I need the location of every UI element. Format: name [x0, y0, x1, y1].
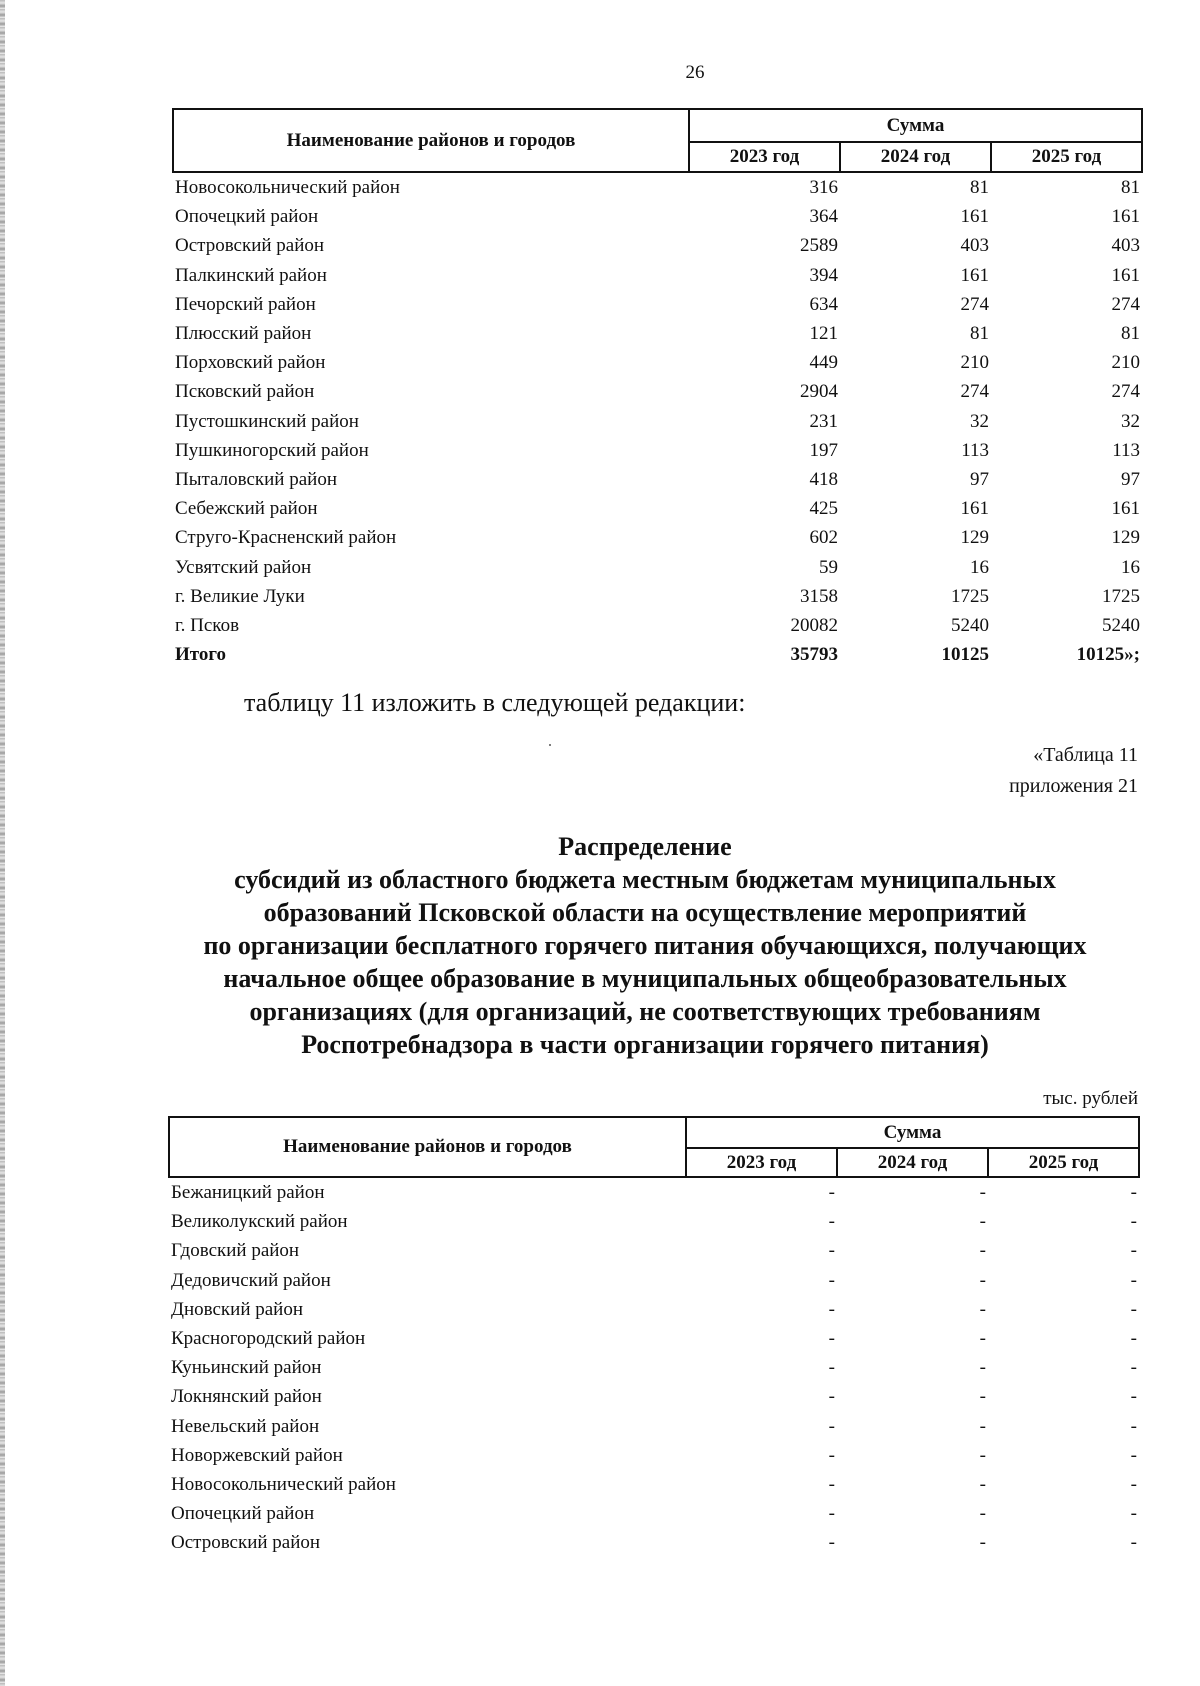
value-2023-cell: 231 [809, 410, 838, 432]
value-2023-cell: 364 [809, 206, 838, 228]
value-2023-cell: - [828, 1328, 835, 1350]
value-2023-cell: 634 [809, 293, 838, 315]
district-name-cell: Пыталовский район [175, 469, 337, 491]
column-header-name: Наименование районов и городов [173, 109, 689, 172]
value-2023-cell: - [828, 1503, 835, 1525]
table-row [173, 553, 1142, 582]
value-2024-cell: 274 [960, 293, 989, 315]
value-2023-cell: - [828, 1182, 835, 1203]
value-2025-cell: - [1130, 1415, 1137, 1437]
value-2023-cell: - [828, 1386, 835, 1408]
value-2023-cell: - [828, 1211, 835, 1233]
table-row [169, 1499, 1139, 1528]
value-2023-cell: 602 [809, 527, 838, 549]
value-2023-cell: 59 [819, 556, 838, 578]
value-2024-cell: 1725 [951, 585, 989, 607]
table-row [169, 1295, 1139, 1324]
value-2025-cell: 403 [1111, 235, 1140, 257]
column-header-2023: 2023 год [686, 1148, 837, 1177]
district-name-cell: Пушкиногорский район [175, 439, 369, 461]
table-row [173, 231, 1142, 260]
value-2024-cell: 403 [960, 235, 989, 257]
value-2024-cell: 161 [960, 264, 989, 286]
value-2023-cell: 2589 [800, 235, 838, 257]
value-2025-cell: - [1130, 1503, 1137, 1525]
table-row [173, 494, 1142, 523]
value-2025-cell: 274 [1111, 293, 1140, 315]
table-row [169, 1207, 1139, 1236]
value-2025-cell: - [1130, 1211, 1137, 1233]
scan-speck [549, 744, 551, 746]
value-2024-cell: - [979, 1386, 986, 1408]
table1-body [173, 172, 1142, 669]
table2-body [169, 1177, 1139, 1558]
table-total-row [173, 640, 1142, 669]
table-row [173, 348, 1142, 377]
allocation-table-11 [168, 1116, 1140, 1558]
district-name-cell: Дедовичский район [171, 1269, 331, 1291]
value-2025-cell: - [1130, 1328, 1137, 1350]
table-row [173, 261, 1142, 290]
value-2025-cell: 161 [1111, 206, 1140, 228]
value-2023-cell: 394 [809, 264, 838, 286]
district-name-cell: Опочецкий район [175, 206, 319, 228]
value-2025-cell: - [1130, 1444, 1137, 1466]
district-name-cell: г. Великие Луки [175, 585, 305, 607]
district-name-cell: Опочецкий район [171, 1503, 315, 1525]
column-header-name: Наименование районов и городов [169, 1117, 686, 1177]
value-2025-cell: 161 [1111, 498, 1140, 520]
column-header-2025: 2025 год [991, 142, 1142, 172]
title-line: субсидий из областного бюджета местным бюджетам муниципальных [234, 865, 1056, 894]
value-2025-cell: - [1130, 1386, 1137, 1408]
district-name-cell: Пустошкинский район [175, 410, 359, 432]
value-2025-cell: 81 [1121, 323, 1140, 345]
value-2025-cell: 32 [1121, 410, 1140, 432]
value-2023-cell: 121 [809, 323, 838, 345]
value-2023-cell: 418 [809, 469, 838, 491]
column-header-2024: 2024 год [837, 1148, 988, 1177]
district-name-cell: Псковский район [175, 381, 315, 403]
value-2023-cell: 449 [809, 352, 838, 374]
table-row [173, 436, 1142, 465]
value-2025-cell: - [1130, 1298, 1137, 1320]
table-row [169, 1528, 1139, 1557]
unit-label: тыс. рублей [1043, 1088, 1138, 1109]
value-2024-cell: - [979, 1532, 986, 1554]
district-name-cell: Итого [175, 644, 227, 666]
value-2024-cell: 5240 [951, 615, 989, 637]
value-2023-cell: - [828, 1532, 835, 1554]
title-line: организациях (для организаций, не соответствующих требованиям [249, 997, 1041, 1026]
district-name-cell: Великолукский район [171, 1211, 348, 1233]
value-2023-cell: 35793 [790, 644, 838, 666]
column-header-2023: 2023 год [689, 142, 840, 172]
table-row [173, 523, 1142, 552]
value-2025-cell: 161 [1111, 264, 1140, 286]
table-reference [1009, 740, 1138, 802]
scan-edge [0, 0, 5, 1686]
table-row [169, 1266, 1139, 1295]
title-line: по организации бесплатного горячего питания обучающихся, получающих [203, 931, 1087, 960]
column-header-sum: Сумма [686, 1117, 1139, 1148]
value-2023-cell: - [828, 1474, 835, 1496]
value-2025-cell: - [1130, 1532, 1137, 1554]
value-2024-cell: - [979, 1503, 986, 1525]
district-name-cell: Новосокольнический район [171, 1474, 396, 1496]
table-row [173, 465, 1142, 494]
value-2025-cell: - [1130, 1269, 1137, 1291]
district-name-cell: Себежский район [175, 498, 318, 520]
value-2023-cell: 3158 [800, 585, 838, 607]
table-row [169, 1412, 1139, 1441]
value-2025-cell: - [1130, 1240, 1137, 1262]
value-2024-cell: 129 [960, 527, 989, 549]
table-row [169, 1353, 1139, 1382]
district-name-cell: Островский район [175, 235, 325, 257]
district-name-cell: Новоржевский район [171, 1444, 343, 1466]
value-2024-cell: - [979, 1357, 986, 1379]
table-row [173, 202, 1142, 231]
value-2023-cell: 316 [809, 177, 838, 198]
table-row [169, 1236, 1139, 1265]
page-number: 26 [685, 62, 705, 83]
value-2024-cell: - [979, 1328, 986, 1350]
table-row [173, 611, 1142, 640]
value-2024-cell: 113 [961, 439, 989, 461]
table-row [173, 377, 1142, 406]
value-2025-cell: 274 [1111, 381, 1140, 403]
table-reference-line2: приложения 21 [1009, 775, 1138, 797]
title-line: образований Псковской области на осуществление мероприятий [263, 898, 1027, 927]
value-2025-cell: 1725 [1102, 585, 1140, 607]
district-name-cell: Печорский район [175, 293, 316, 315]
district-name-cell: Невельский район [171, 1415, 320, 1437]
amendment-text: таблицу 11 изложить в следующей редакции: [244, 688, 746, 717]
table-row [173, 407, 1142, 436]
table-row [169, 1324, 1139, 1353]
district-name-cell: Локнянский район [171, 1386, 322, 1408]
value-2024-cell: - [979, 1298, 986, 1320]
value-2024-cell: 274 [960, 381, 989, 403]
district-name-cell: Плюсский район [175, 323, 312, 345]
value-2023-cell: - [828, 1444, 835, 1466]
value-2023-cell: 2904 [800, 381, 838, 403]
document-title [150, 830, 1140, 1061]
district-name-cell: Усвятский район [175, 556, 312, 578]
district-name-cell: Порховский район [175, 352, 326, 374]
value-2024-cell: 32 [970, 410, 989, 432]
district-name-cell: Дновский район [171, 1298, 304, 1320]
value-2024-cell: 97 [970, 469, 989, 491]
value-2024-cell: - [979, 1211, 986, 1233]
value-2024-cell: - [979, 1444, 986, 1466]
value-2023-cell: 20082 [790, 615, 838, 637]
district-name-cell: г. Псков [175, 615, 240, 637]
value-2025-cell: 97 [1121, 469, 1140, 491]
column-header-2025: 2025 год [988, 1148, 1139, 1177]
value-2023-cell: 197 [809, 439, 838, 461]
value-2025-cell: 16 [1121, 556, 1140, 578]
table-row [169, 1382, 1139, 1411]
title-line: начальное общее образование в муниципальных общеобразовательных [223, 964, 1067, 993]
value-2023-cell: - [828, 1240, 835, 1262]
value-2023-cell: - [828, 1357, 835, 1379]
table-row [173, 319, 1142, 348]
value-2025-cell: 5240 [1102, 615, 1140, 637]
district-name-cell: Новосокольнический район [175, 177, 400, 198]
value-2024-cell: 210 [960, 352, 989, 374]
district-name-cell: Бежаницкий район [171, 1182, 325, 1203]
table-reference-line1: «Таблица 11 [1033, 744, 1138, 766]
value-2024-cell: 161 [960, 206, 989, 228]
value-2024-cell: - [979, 1415, 986, 1437]
value-2024-cell: - [979, 1474, 986, 1496]
allocation-table-continued [172, 108, 1143, 669]
column-header-sum: Сумма [689, 109, 1142, 142]
value-2023-cell: - [828, 1415, 835, 1437]
district-name-cell: Островский район [171, 1532, 321, 1554]
value-2024-cell: 81 [970, 323, 989, 345]
value-2025-cell: 10125»; [1076, 644, 1140, 666]
value-2024-cell: - [979, 1182, 986, 1203]
value-2023-cell: - [828, 1298, 835, 1320]
value-2025-cell: 113 [1112, 439, 1140, 461]
value-2024-cell: 161 [960, 498, 989, 520]
value-2025-cell: 129 [1111, 527, 1140, 549]
value-2024-cell: - [979, 1269, 986, 1291]
table-row [173, 582, 1142, 611]
district-name-cell: Куньинский район [171, 1357, 322, 1379]
table-row [169, 1177, 1139, 1207]
table-row [173, 172, 1142, 202]
table-row [169, 1441, 1139, 1470]
value-2024-cell: 10125 [941, 644, 989, 666]
district-name-cell: Гдовский район [171, 1240, 300, 1262]
value-2025-cell: - [1130, 1474, 1137, 1496]
value-2023-cell: 425 [809, 498, 838, 520]
district-name-cell: Палкинский район [175, 264, 327, 286]
value-2025-cell: 210 [1111, 352, 1140, 374]
value-2024-cell: 16 [970, 556, 989, 578]
district-name-cell: Красногородский район [171, 1328, 366, 1350]
value-2025-cell: 81 [1121, 177, 1140, 198]
value-2025-cell: - [1130, 1357, 1137, 1379]
column-header-2024: 2024 год [840, 142, 991, 172]
value-2024-cell: 81 [970, 177, 989, 198]
district-name-cell: Струго-Красненский район [175, 527, 397, 549]
table-row [169, 1470, 1139, 1499]
title-line: Роспотребнадзора в части организации горячего питания) [301, 1030, 989, 1059]
value-2023-cell: - [828, 1269, 835, 1291]
value-2024-cell: - [979, 1240, 986, 1262]
value-2025-cell: - [1130, 1182, 1137, 1203]
table-row [173, 290, 1142, 319]
title-line: Распределение [558, 832, 732, 861]
